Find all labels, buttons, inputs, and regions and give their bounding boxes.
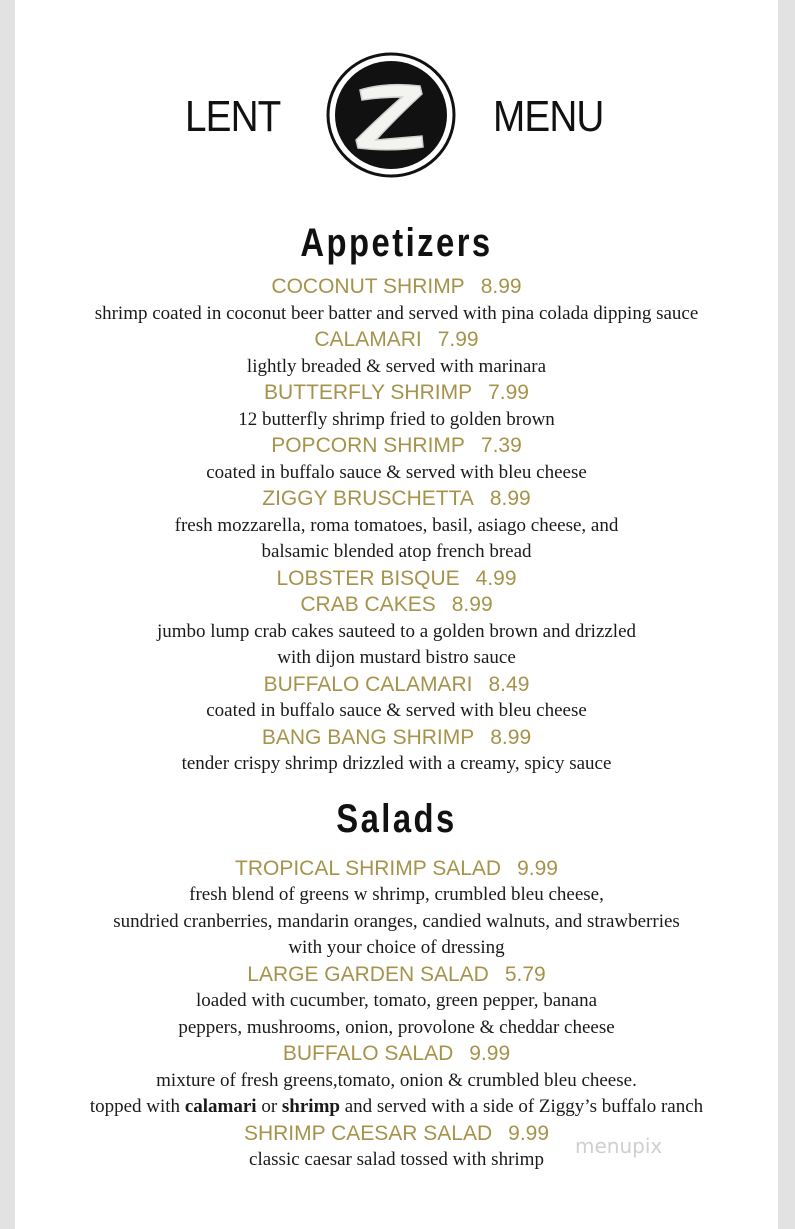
item-title: BUFFALO SALAD (282, 1042, 454, 1065)
item-price: 8.99 (451, 593, 493, 616)
bold-option: shrimp (281, 1096, 340, 1117)
salads-list (15, 856, 778, 1174)
item-title: POPCORN SHRIMP (271, 434, 465, 457)
item-title: TROPICAL SHRIMP SALAD (235, 856, 502, 880)
item-description: coated in buffalo sauce & served with bleu cheese (206, 700, 587, 721)
item-title: LOBSTER BISQUE (276, 566, 460, 590)
item-description: mixture of fresh greens,tomato, onion & crumbled bleu cheese. (156, 1069, 637, 1091)
item-description: classic caesar salad tossed with shrimp (249, 1149, 544, 1170)
menu-item-name (15, 566, 778, 593)
item-title: CALAMARI (314, 328, 422, 351)
item-description: 12 butterfly shrimp fried to golden brown (238, 408, 555, 430)
item-description: balsamic blended atop french bread (261, 541, 532, 562)
item-price: 5.79 (504, 962, 546, 986)
item-title: BUTTERFLY SHRIMP (264, 381, 473, 404)
item-price: 8.99 (490, 725, 532, 749)
item-description: tender crispy shrimp drizzled with a creamy, spicy sauce (181, 753, 612, 774)
menu-header (15, 52, 778, 177)
ziggys-logo (326, 52, 456, 178)
item-title: BANG BANG SHRIMP (261, 725, 475, 749)
menu-item-name (15, 592, 778, 619)
item-description: coated in buffalo sauce & served with bleu cheese (206, 461, 587, 483)
menu-item-name (15, 672, 778, 699)
header-left-word: LENT (185, 92, 281, 141)
salads-heading: Salads (336, 796, 457, 841)
item-price: 9.99 (508, 1121, 550, 1145)
item-description: jumbo lump crab cakes sauteed to a golden brown and drizzled (156, 620, 637, 642)
item-title: SHRIMP CAESAR SALAD (243, 1121, 493, 1145)
bold-option: calamari (184, 1096, 257, 1117)
item-description (15, 1094, 778, 1121)
item-title: ZIGGY BRUSCHETTA (262, 487, 474, 510)
description-text: topped with (89, 1096, 185, 1117)
item-title: BUFFALO CALAMARI (263, 672, 473, 696)
item-title: CRAB CAKES (300, 593, 436, 616)
item-description: with your choice of dressing (288, 937, 505, 958)
item-price: 7.39 (480, 434, 522, 457)
item-price: 7.99 (488, 381, 529, 404)
menu-item-name (15, 1041, 778, 1068)
menu-item-name (15, 433, 778, 460)
item-description: fresh mozzarella, roma tomatoes, basil, asiago cheese, and (174, 514, 619, 536)
item-price: 9.99 (469, 1042, 511, 1065)
item-price: 9.99 (517, 856, 558, 880)
menu-item-name (15, 486, 778, 513)
menu-item-name (15, 327, 778, 354)
menu-page (15, 0, 778, 1229)
menu-item-name (15, 725, 778, 752)
item-price: 8.49 (488, 672, 530, 696)
item-price: 8.99 (489, 487, 531, 510)
item-description: shrimp coated in coconut beer batter and served with pina colada dipping sauce (94, 302, 699, 324)
item-title: LARGE GARDEN SALAD (247, 962, 489, 986)
appetizers-list (15, 274, 778, 778)
header-right-word: MENU (493, 92, 604, 141)
item-title: COCONUT SHRIMP (271, 275, 465, 298)
item-description: sundried cranberries, mandarin oranges, candied walnuts, and strawberries (113, 910, 680, 932)
item-description: lightly breaded & served with marinara (246, 355, 547, 377)
item-description: with dijon mustard bistro sauce (277, 647, 516, 668)
description-text: or (256, 1096, 282, 1117)
description-text: and served with a side of Ziggy’s buffalo ranch (339, 1096, 704, 1117)
item-price: 4.99 (475, 566, 517, 590)
menu-item-name (15, 274, 778, 301)
menu-item-name (15, 380, 778, 407)
menu-item-name (15, 962, 778, 989)
item-description: fresh blend of greens w shrimp, crumbled bleu cheese, (189, 884, 604, 905)
item-description: peppers, mushrooms, onion, provolone & cheddar cheese (178, 1016, 615, 1038)
item-description: loaded with cucumber, tomato, green pepper, banana (195, 990, 597, 1011)
menupix-watermark: menupix (575, 1134, 663, 1158)
menu-item-name (15, 1121, 778, 1148)
item-price: 8.99 (480, 275, 522, 298)
item-price: 7.99 (437, 328, 479, 351)
menu-item-name (15, 856, 778, 883)
menu-content (15, 212, 778, 1174)
appetizers-heading: Appetizers (300, 221, 493, 265)
